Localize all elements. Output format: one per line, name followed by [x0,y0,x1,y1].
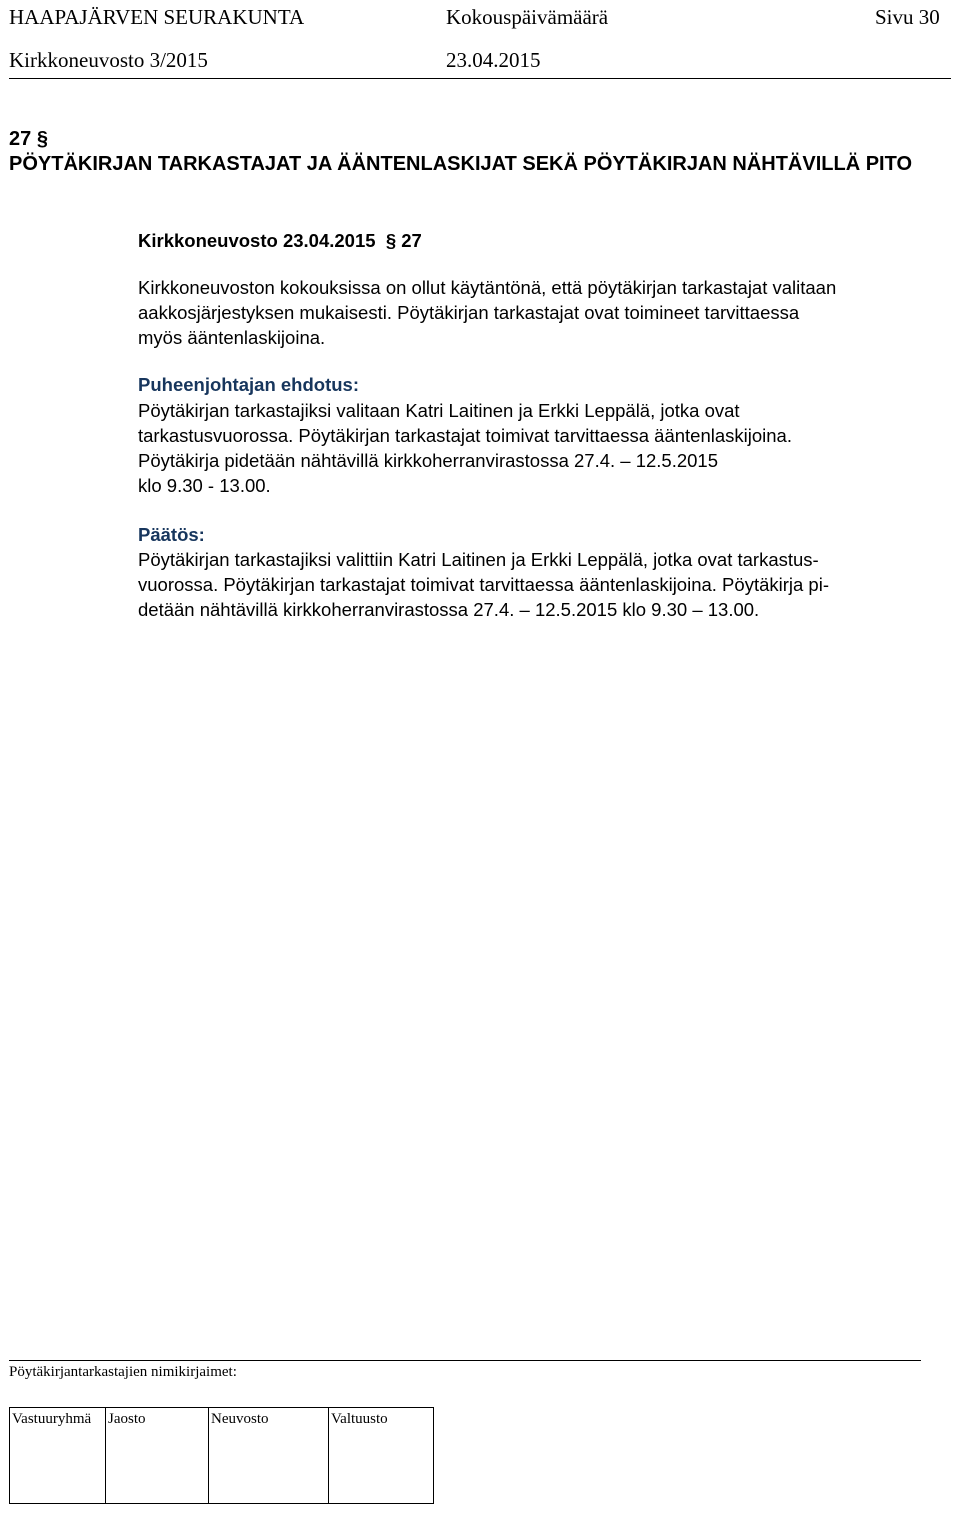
proposal-line: Pöytäkirjan tarkastajiksi valitaan Katri Laitinen ja Erkki Leppälä, jotka ovat [138,400,740,421]
decision-paragraph [138,547,950,622]
initials-table [9,1407,434,1504]
header-org: HAAPAJÄRVEN SEURAKUNTA [9,5,305,29]
intro-paragraph [138,275,938,350]
section-reference-text: Kirkkoneuvosto 23.04.2015 [138,230,376,251]
decision-line: Pöytäkirjan tarkastajiksi valittiin Katri Laitinen ja Erkki Leppälä, jotka ovat tarkastus- [138,549,819,570]
proposal-paragraph [138,398,938,498]
initials-cell-valtuusto: Valtuusto [329,1408,434,1504]
intro-line: myös ääntenlaskijoina. [138,327,326,348]
intro-line: Kirkkoneuvoston kokouksissa on ollut käytäntönä, että pöytäkirjan tarkastajat valitaan [138,277,837,298]
decision-label: Päätös: [138,524,205,545]
header-date: 23.04.2015 [446,48,541,72]
initials-row [10,1408,434,1504]
initials-cell-jaosto: Jaosto [106,1408,209,1504]
decision-line: detään nähtävillä kirkkoherranvirastossa 27.4. – 12.5.2015 klo 9.30 – 13.00. [138,599,760,620]
section-title: PÖYTÄKIRJAN TARKASTAJAT JA ÄÄNTENLASKIJAT SEKÄ PÖYTÄKIRJAN NÄHTÄVILLÄ PITO [9,153,913,175]
section-reference [138,228,938,253]
header-divider [9,78,951,79]
section-reference-number: 27 [401,230,422,251]
section-number-value: 27 [9,128,32,150]
proposal-line: tarkastusvuorossa. Pöytäkirjan tarkastajat toimivat tarvittaessa ääntenlaskijoina. [138,425,792,446]
initials-label: Pöytäkirjantarkastajien nimikirjaimet: [9,1364,237,1380]
section-number [9,127,48,151]
header-page: Sivu 30 [875,5,940,29]
intro-line: aakkosjärjestyksen mukaisesti. Pöytäkirjan tarkastajat ovat toimineet tarvittaessa [138,302,800,323]
section-sign: § [36,128,48,150]
initials-cell-vastuuryhma: Vastuuryhmä [10,1408,106,1504]
proposal-label: Puheenjohtajan ehdotus: [138,374,359,395]
initials-cell-neuvosto: Neuvosto [209,1408,329,1504]
footer-divider [9,1360,921,1361]
proposal-line: Pöytäkirja pidetään nähtävillä kirkkoherranvirastossa 27.4. – 12.5.2015 [138,450,719,471]
header-date-label: Kokouspäivämäärä [446,5,609,29]
section-reference-sign: § [385,230,397,251]
decision-line: vuorossa. Pöytäkirjan tarkastajat toimivat tarvittaessa ääntenlaskijoina. Pöytäkirja pi- [138,574,829,595]
header-meeting: Kirkkoneuvosto 3/2015 [9,48,208,72]
proposal-line: klo 9.30 - 13.00. [138,475,271,496]
